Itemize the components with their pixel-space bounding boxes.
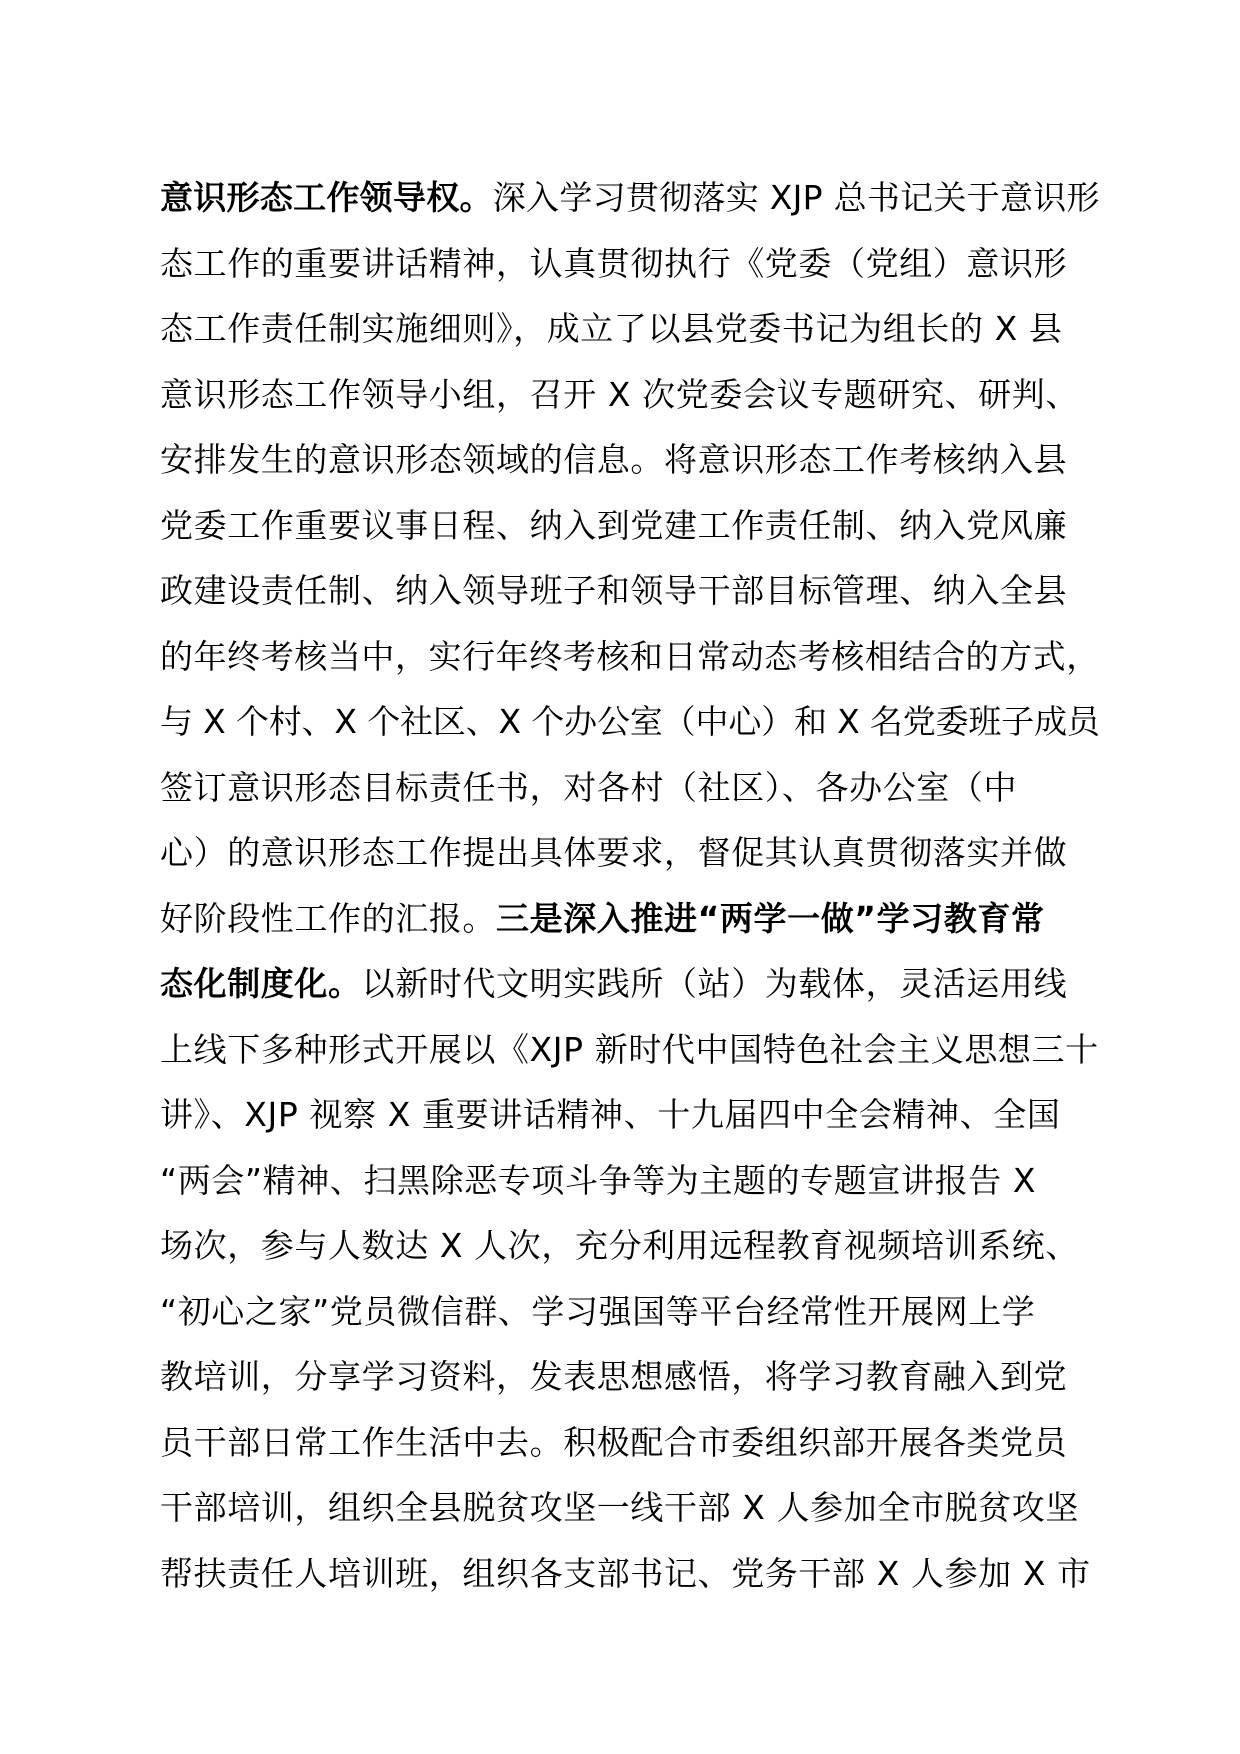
text-segment: 帮扶责任人培训班，组织各支部书记、党务干部 X 人参加 X 市 [160,1553,1091,1593]
text-line [160,820,1100,886]
text-segment: 安排发生的意识形态领域的信息。将意识形态工作考核纳入县 [160,440,1068,479]
text-line [160,1017,1100,1083]
text-segment: 态工作的重要讲话精神，认真贯彻执行《党委（党组）意识形 [160,243,1068,283]
text-line [160,558,1100,624]
text-line [160,1344,1100,1410]
text-line [160,493,1100,559]
text-line [160,1148,1100,1214]
text-line [160,165,1100,231]
text-line [160,296,1100,362]
text-segment: 党委工作重要议事日程、纳入到党建工作责任制、纳入党风廉 [160,505,1068,545]
text-line [160,1541,1100,1607]
text-segment: 教培训，分享学习资料，发表思想感悟，将学习教育融入到党 [160,1357,1068,1396]
text-segment: 深入学习贯彻落实 XJP 总书记关于意识形 [492,178,1100,217]
text-segment: 态工作责任制实施细则》，成立了以县党委书记为组长的 X 县 [160,309,1063,348]
bold-text-segment: 三是深入推进“两学一做”学习教育常 [496,898,1045,938]
text-line [160,689,1100,755]
text-line [160,1410,1100,1476]
text-segment: 心）的意识形态工作提出具体要求，督促其认真贯彻落实并做 [160,833,1068,872]
body-text [160,165,1100,1606]
text-line [160,231,1100,297]
text-segment: 的年终考核当中，实行年终考核和日常动态考核相结合的方式， [160,636,1100,676]
text-segment: 干部培训，组织全县脱贫攻坚一线干部 X 人参加全市脱贫攻坚 [160,1488,1079,1527]
text-line [160,886,1100,952]
text-line [160,1082,1100,1148]
text-segment: “两会”精神、扫黑除恶专项斗争等为主题的专题宣讲报告 X [160,1160,1037,1200]
text-line [160,362,1100,428]
text-line [160,1475,1100,1541]
text-line [160,1213,1100,1279]
text-segment: “初心之家”党员微信群、学习强国等平台经常性开展网上学 [160,1291,1036,1331]
text-segment: 场次，参与人数达 X 人次，充分利用远程教育视频培训系统、 [160,1226,1079,1265]
text-segment: 签订意识形态目标责任书，对各村（社区）、各办公室（中 [160,767,1018,807]
text-segment: 意识形态工作领导小组，召开 X 次党委会议专题研究、研判、 [160,374,1079,414]
text-line [160,951,1100,1017]
text-segment: 以新时代文明实践所（站）为载体，灵活运用线 [361,964,1068,1003]
text-segment: 与 X 个村、X 个社区、X 个办公室（中心）和 X 名党委班子成员 [160,702,1100,741]
text-segment: 讲》、XJP 视察 X 重要讲话精神、十九届四中全会精神、全国 [160,1095,1061,1134]
text-line [160,624,1100,690]
text-segment: 政建设责任制、纳入领导班子和领导干部目标管理、纳入全县 [160,571,1068,610]
text-segment: 好阶段性工作的汇报。 [160,898,496,938]
text-segment: 员干部日常工作生活中去。积极配合市委组织部开展各类党员 [160,1422,1068,1462]
text-line [160,427,1100,493]
text-segment: 上线下多种形式开展以《XJP 新时代中国特色社会主义思想三十 [160,1029,1099,1069]
text-line [160,1279,1100,1345]
bold-text-segment: 意识形态工作领导权。 [160,178,493,217]
bold-text-segment: 态化制度化。 [160,964,362,1003]
text-line [160,755,1100,821]
